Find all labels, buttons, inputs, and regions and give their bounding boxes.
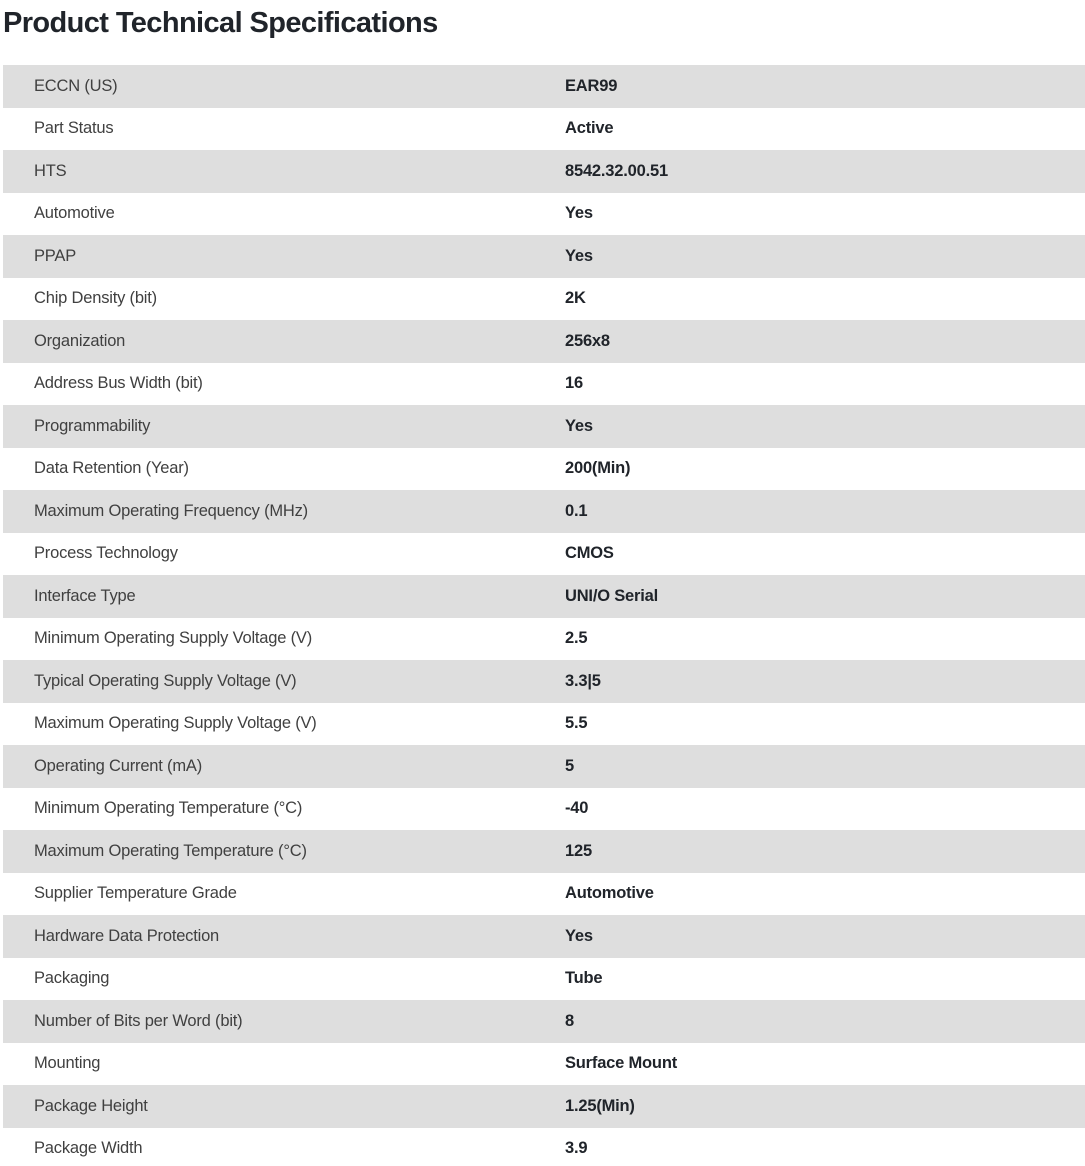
table-row [3, 405, 1085, 448]
spec-label: Package Height [34, 1096, 148, 1115]
table-row [3, 1128, 1085, 1166]
spec-value: 200(Min) [565, 459, 631, 478]
spec-value: Yes [565, 926, 593, 945]
spec-value: 2.5 [565, 629, 588, 648]
page-title: Product Technical Specifications [3, 7, 438, 39]
spec-label: Maximum Operating Temperature (°C) [34, 841, 307, 860]
spec-value: 125 [565, 841, 592, 860]
table-row [3, 618, 1085, 661]
table-row [3, 150, 1085, 193]
spec-label: Packaging [34, 969, 110, 988]
spec-label: Hardware Data Protection [34, 926, 220, 945]
spec-label: Minimum Operating Supply Voltage (V) [34, 629, 313, 648]
spec-value: 3.3|5 [565, 671, 601, 690]
spec-value: 0.1 [565, 501, 588, 520]
spec-label: Package Width [34, 1139, 143, 1158]
spec-value: Yes [565, 416, 593, 435]
spec-label: Minimum Operating Temperature (°C) [34, 799, 303, 818]
spec-table [3, 65, 1085, 1166]
table-row [3, 363, 1085, 406]
table-row [3, 1043, 1085, 1086]
spec-label: Mounting [34, 1054, 101, 1073]
spec-value: 5.5 [565, 714, 588, 733]
spec-label: Automotive [34, 204, 115, 223]
table-row [3, 830, 1085, 873]
table-row [3, 703, 1085, 746]
table-row [3, 235, 1085, 278]
table-row [3, 958, 1085, 1001]
table-row [3, 1000, 1085, 1043]
spec-value: Active [565, 119, 614, 138]
spec-label: Maximum Operating Supply Voltage (V) [34, 714, 317, 733]
spec-value: UNI/O Serial [565, 586, 658, 605]
table-row [3, 873, 1085, 916]
spec-label: Number of Bits per Word (bit) [34, 1011, 243, 1030]
table-row [3, 533, 1085, 576]
spec-value: Yes [565, 246, 593, 265]
spec-label: PPAP [34, 246, 76, 265]
spec-value: Yes [565, 204, 593, 223]
spec-label: Programmability [34, 416, 151, 435]
spec-value: Automotive [565, 884, 654, 903]
spec-label: HTS [34, 161, 67, 180]
spec-label: Supplier Temperature Grade [34, 884, 237, 903]
spec-label: Process Technology [34, 544, 178, 563]
spec-value: 1.25(Min) [565, 1096, 635, 1115]
table-row [3, 193, 1085, 236]
spec-value: 5 [565, 756, 574, 775]
table-row [3, 490, 1085, 533]
spec-label: Part Status [34, 119, 114, 138]
spec-label: Typical Operating Supply Voltage (V) [34, 671, 297, 690]
table-row [3, 745, 1085, 788]
spec-value: 8 [565, 1011, 574, 1030]
spec-value: 256x8 [565, 331, 610, 350]
spec-label: Data Retention (Year) [34, 459, 189, 478]
table-row [3, 915, 1085, 958]
spec-label: Maximum Operating Frequency (MHz) [34, 501, 308, 520]
table-row [3, 575, 1085, 618]
table-row [3, 1085, 1085, 1128]
table-row [3, 278, 1085, 321]
table-row [3, 660, 1085, 703]
spec-value: 3.9 [565, 1139, 588, 1158]
spec-value: EAR99 [565, 76, 618, 95]
spec-label: Chip Density (bit) [34, 289, 157, 308]
spec-value: 2K [565, 289, 586, 308]
spec-value: -40 [565, 799, 589, 818]
table-row [3, 320, 1085, 363]
spec-label: Operating Current (mA) [34, 756, 202, 775]
spec-value: Tube [565, 969, 603, 988]
table-row [3, 108, 1085, 151]
spec-label: Interface Type [34, 586, 136, 605]
table-row [3, 788, 1085, 831]
table-row [3, 448, 1085, 491]
spec-value: CMOS [565, 544, 614, 563]
spec-label: Organization [34, 331, 126, 350]
table-row [3, 65, 1085, 108]
spec-value: 8542.32.00.51 [565, 161, 668, 180]
spec-value: Surface Mount [565, 1054, 677, 1073]
spec-label: Address Bus Width (bit) [34, 374, 203, 393]
spec-label: ECCN (US) [34, 76, 118, 95]
spec-value: 16 [565, 374, 583, 393]
